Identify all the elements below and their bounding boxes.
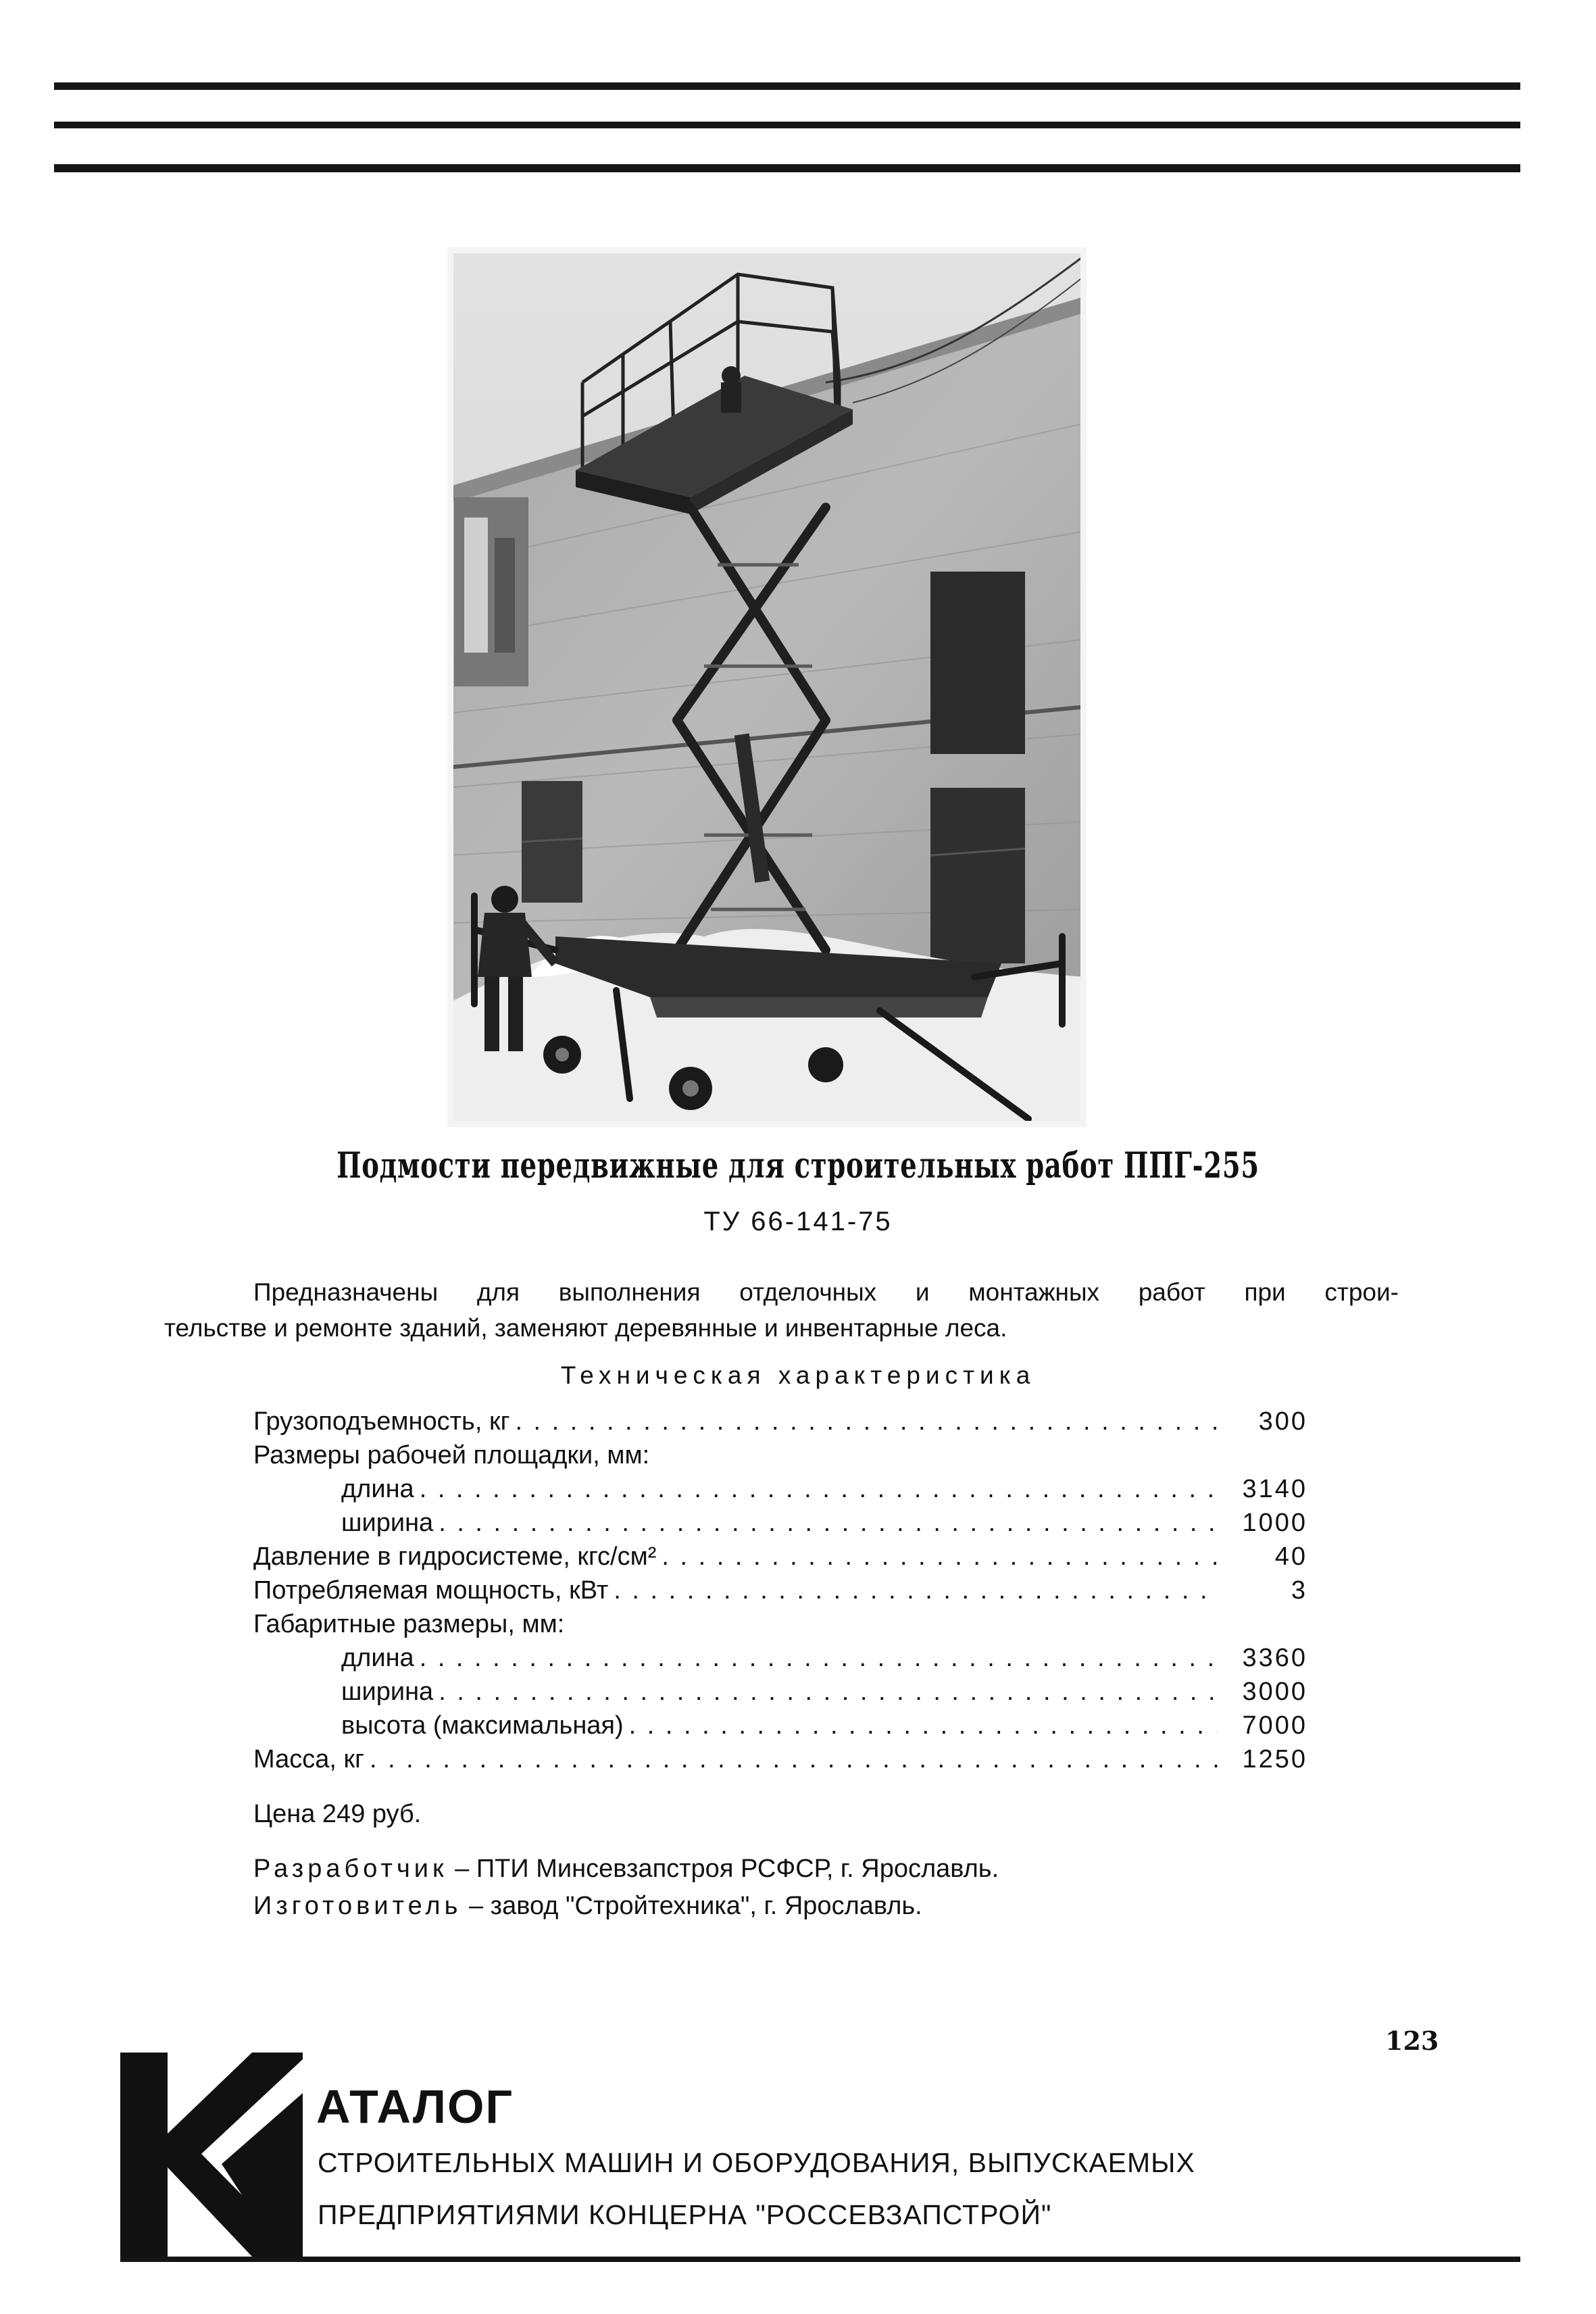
catalog-subtitle-2: ПРЕДПРИЯТИЯМИ КОНЦЕРНА "РОССЕВЗАПСТРОЙ" [318, 2199, 1052, 2230]
catalog-k-logo [120, 2053, 303, 2257]
spec-group-label: Габаритные размеры, мм: [253, 1610, 565, 1638]
leader-dots [515, 1407, 1218, 1436]
spec-row-capacity [253, 1407, 1307, 1441]
header-rule-1 [54, 82, 1520, 90]
spec-group-label: Размеры рабочей площадки, мм: [253, 1441, 650, 1469]
spec-value: 1000 [1242, 1509, 1307, 1537]
standard-code: ТУ 66-141-75 [703, 1207, 893, 1236]
spec-value: 3000 [1242, 1678, 1307, 1706]
spec-row-overall-width [253, 1678, 1307, 1711]
spec-row-mass [253, 1745, 1307, 1779]
product-photo [447, 247, 1087, 1127]
spec-value: 3 [1291, 1576, 1307, 1605]
catalog-title: АТАЛОГ [316, 2080, 514, 2133]
spec-label: высота (максимальная) [341, 1711, 624, 1740]
developer-line [253, 1855, 999, 1884]
spec-list [253, 1407, 1307, 1779]
leader-dots [370, 1745, 1218, 1774]
header-rule-3 [54, 164, 1520, 172]
spec-row-power [253, 1576, 1307, 1610]
description-line-1: Предназначены для выполнения отделочных и монтажных работ при строи- [253, 1278, 1399, 1306]
spec-value: 40 [1274, 1542, 1307, 1571]
spec-label: Масса, кг [253, 1745, 364, 1774]
leader-dots [629, 1711, 1218, 1740]
spec-value: 7000 [1242, 1711, 1307, 1740]
spec-row-pressure [253, 1542, 1307, 1576]
spec-group-overall [253, 1610, 1307, 1644]
manufacturer-line [253, 1892, 922, 1921]
price: Цена 249 руб. [253, 1800, 422, 1828]
spec-row-platform-length [253, 1475, 1307, 1509]
catalog-subtitle-1: СТРОИТЕЛЬНЫХ МАШИН И ОБОРУДОВАНИЯ, ВЫПУСКАЕМЫХ [318, 2147, 1195, 2178]
spec-value: 300 [1258, 1407, 1307, 1436]
manufacturer-text: – завод "Стройтехника", г. Ярославль. [462, 1892, 922, 1920]
manufacturer-label: Изготовитель [253, 1892, 462, 1920]
spec-group-platform [253, 1441, 1307, 1475]
leader-dots [662, 1542, 1218, 1571]
spec-label: длина [341, 1644, 414, 1672]
spec-value: 3360 [1242, 1644, 1307, 1672]
spec-value: 1250 [1242, 1745, 1307, 1774]
leader-dots [420, 1644, 1218, 1673]
spec-label: Потребляемая мощность, кВт [253, 1576, 609, 1605]
leader-dots [420, 1475, 1218, 1504]
spec-label: ширина [341, 1678, 434, 1706]
description-line-2: тельстве и ремонте зданий, заменяют деревянные и инвентарные леса. [164, 1314, 1007, 1342]
spec-label: ширина [341, 1509, 434, 1537]
spec-label: длина [341, 1475, 414, 1503]
leader-dots [439, 1509, 1218, 1538]
spec-row-platform-width [253, 1509, 1307, 1542]
spec-label: Давление в гидросистеме, кгс/см² [253, 1542, 657, 1571]
footer-rule [120, 2257, 1520, 2262]
product-title: Подмости передвижные для строительных работ ППГ-255 [336, 1145, 1260, 1186]
header-rule-2 [54, 122, 1520, 128]
spec-heading: Техническая характеристика [560, 1361, 1036, 1389]
developer-label: Разработчик [253, 1855, 448, 1883]
spec-label: Грузоподъемность, кг [253, 1407, 510, 1436]
leader-dots [439, 1678, 1218, 1707]
leader-dots [614, 1576, 1218, 1605]
spec-row-overall-height [253, 1711, 1307, 1745]
spec-value: 3140 [1242, 1475, 1307, 1503]
page-number: 123 [1385, 2026, 1439, 2056]
spec-row-overall-length [253, 1644, 1307, 1678]
developer-text: – ПТИ Минсевзапстроя РСФСР, г. Ярославль. [447, 1855, 999, 1883]
